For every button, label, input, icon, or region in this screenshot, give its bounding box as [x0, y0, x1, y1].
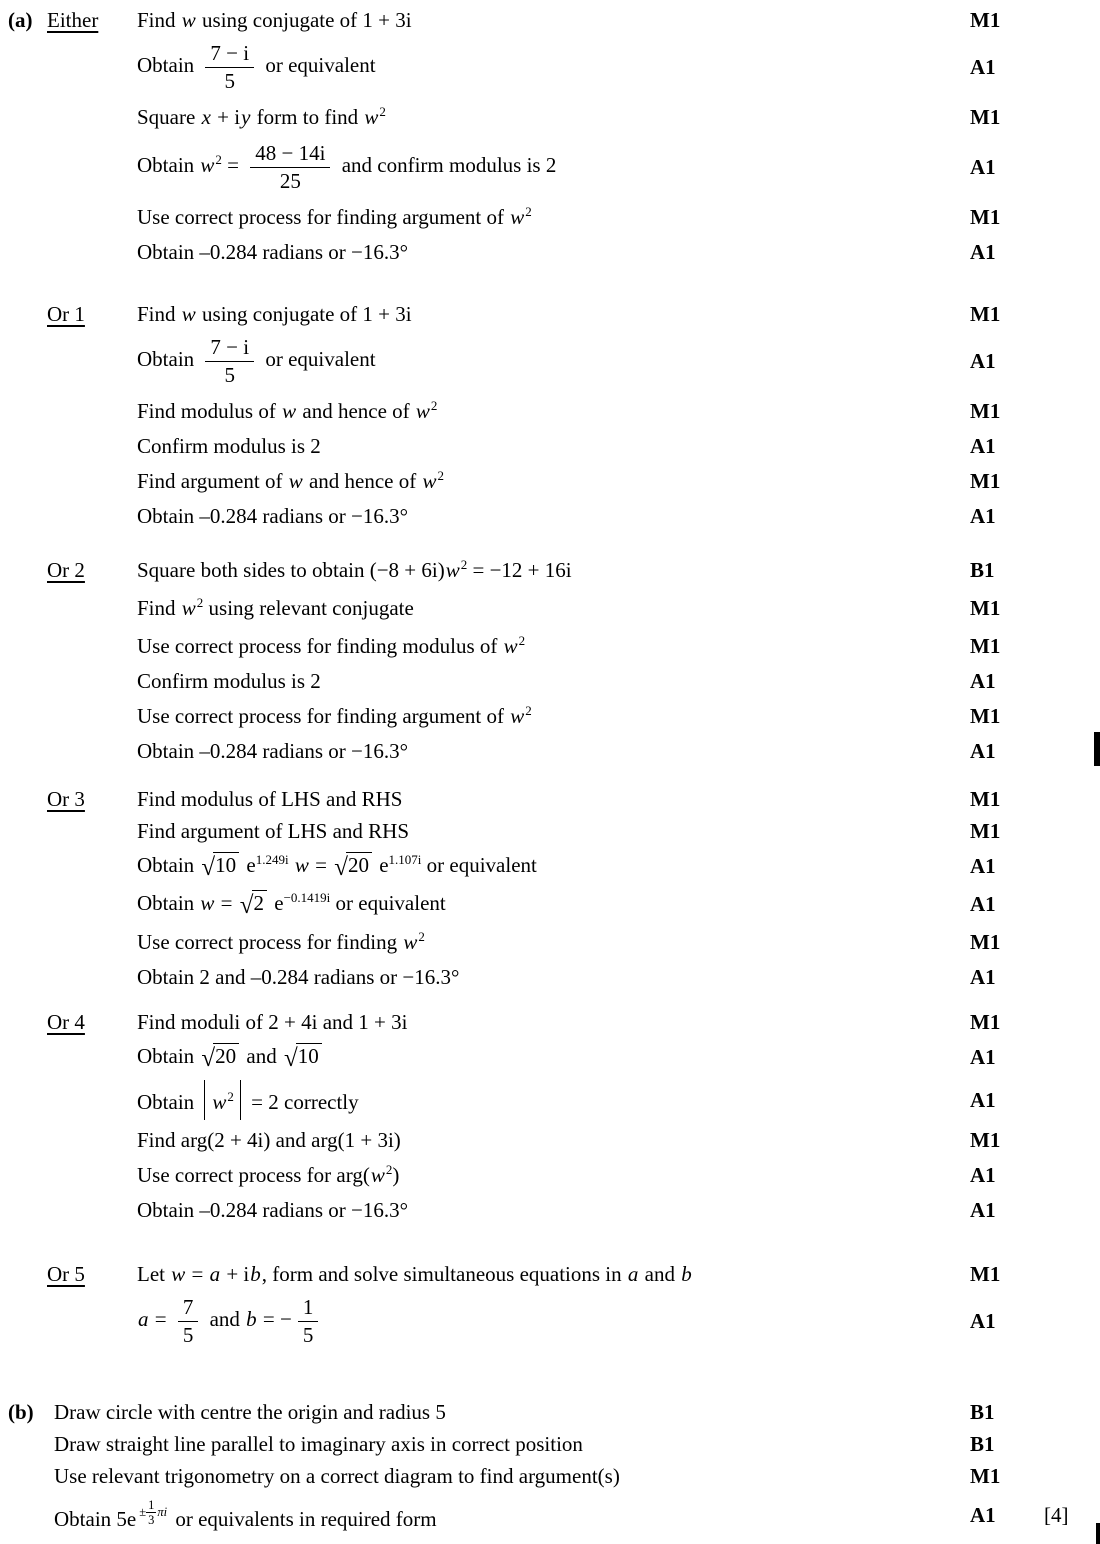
text-run: and confirm modulus is 2 [336, 152, 557, 177]
mark-scheme-row [0, 330, 1100, 392]
radical-sign-icon: √ [201, 854, 216, 881]
mark-label: A1 [970, 503, 996, 528]
superscript: 2 [437, 467, 444, 483]
criterion-text [137, 1198, 970, 1223]
text-run: or equivalent [421, 853, 537, 877]
criterion-text [137, 141, 970, 193]
superscript: 2 [525, 702, 532, 718]
mark-label: M1 [970, 818, 1001, 843]
text-run: Find moduli of 2 + 4i and 1 + 3i [137, 1009, 408, 1034]
mark-label: M1 [970, 929, 1001, 954]
text-run: Find [137, 301, 181, 326]
text-run: Obtain –0.284 radians or −16.3° [137, 1197, 409, 1222]
mark-label: A1 [970, 433, 996, 458]
superscript: 2 [430, 397, 438, 413]
fraction-numerator: 1 [298, 1295, 319, 1322]
text-run: Obtain –0.284 radians or −16.3° [137, 503, 409, 528]
radical-sign-icon: √ [283, 1045, 298, 1072]
section-or-1 [0, 298, 1100, 532]
mark-label: A1 [970, 154, 996, 179]
radicand: 10 [213, 852, 239, 876]
text-run: Find modulus of [137, 398, 282, 423]
mark-scheme-row [0, 98, 1100, 136]
text-run: = −12 + 16i [467, 557, 572, 582]
text-run: Find [137, 595, 181, 620]
criterion-text [137, 739, 970, 764]
mark-scheme-row [0, 1290, 1100, 1352]
radicand: 20 [213, 1043, 239, 1067]
text-run: Use correct process for finding [137, 929, 403, 954]
mark-label: A1 [970, 668, 996, 693]
superscript: −0.1419i [283, 890, 331, 905]
mark-scheme-row [0, 1258, 1100, 1290]
mark-scheme-row [0, 665, 1100, 697]
criterion-text [137, 1080, 970, 1121]
mark-scheme-row [0, 923, 1100, 961]
criterion-text [137, 787, 970, 812]
math-variable: w [181, 301, 196, 326]
math-variable: w [364, 104, 379, 129]
criterion-text [137, 240, 970, 265]
superscript: 2 [379, 103, 386, 119]
math-power [181, 596, 204, 620]
mark-scheme-row [0, 1194, 1100, 1226]
scan-artifact-right-edge-1 [1094, 732, 1100, 766]
criterion-text [54, 1464, 970, 1489]
math-variable: w [288, 468, 303, 493]
radical-sign-icon: √ [201, 1045, 216, 1072]
mark-label: A1 [970, 853, 996, 878]
section-or-4 [0, 1006, 1100, 1226]
text-run: = 2 correctly [245, 1089, 359, 1114]
mark-label: A1 [970, 1162, 996, 1187]
text-run: Find modulus of LHS and RHS [137, 786, 403, 811]
fraction-numerator: 48 − 14i [250, 141, 330, 168]
math-fraction [205, 335, 254, 387]
text-run: ) [392, 1162, 400, 1187]
mark-label: M1 [970, 104, 1001, 129]
criterion-text [54, 1400, 970, 1425]
alternative-label: Or 3 [47, 786, 85, 811]
text-run: Obtain [137, 891, 200, 915]
criterion-text [137, 669, 970, 694]
square-root [284, 1043, 322, 1071]
math-power [370, 1163, 393, 1187]
mark-label: A1 [970, 1087, 996, 1112]
superscript: 2 [525, 203, 532, 219]
mark-label: M1 [970, 1261, 1001, 1286]
math-variable: w [422, 468, 437, 493]
criterion-text [137, 504, 970, 529]
mark-scheme-row [0, 36, 1100, 98]
alternative-label: Or 5 [47, 1261, 85, 1286]
alternative-label: Or 1 [47, 301, 85, 326]
math-fraction [250, 141, 330, 193]
mark-scheme-row [0, 1428, 1100, 1460]
mark-scheme-row [0, 1460, 1100, 1492]
mark-scheme-row [0, 1076, 1100, 1124]
radicand: 20 [346, 852, 372, 876]
mark-scheme-row [0, 1006, 1100, 1038]
text-run: Use correct process for finding argument of [137, 703, 510, 728]
mark-scheme-row [0, 500, 1100, 532]
text-run: and [241, 1044, 282, 1068]
math-variable: w [294, 853, 309, 877]
criterion-text [137, 890, 970, 918]
section-a-either [0, 4, 1100, 268]
mark-label: B1 [970, 1431, 995, 1456]
math-variable: a [627, 1261, 639, 1286]
superscript: 2 [385, 1161, 393, 1177]
mark-scheme-row [0, 236, 1100, 268]
text-run: + i [221, 1261, 250, 1286]
text-run: Let [137, 1261, 171, 1286]
text-run: Draw circle with centre the origin and radius 5 [54, 1399, 446, 1424]
mark-label: M1 [970, 633, 1001, 658]
section-b [0, 1396, 1100, 1538]
alternative-label: Or 4 [47, 1009, 85, 1034]
math-power [421, 469, 444, 493]
math-symbol: e [274, 891, 284, 915]
criterion-text [137, 596, 970, 621]
superscript: 2 [227, 1088, 234, 1104]
math-variable: w [503, 633, 518, 658]
mark-scheme-row [0, 783, 1100, 815]
text-run: Find arg(2 + 4i) and arg(1 + 3i) [137, 1127, 401, 1152]
math-variable: w [181, 595, 196, 620]
math-power [199, 153, 222, 177]
mark-scheme-row [0, 847, 1100, 885]
mark-label: A1 [970, 891, 996, 916]
math-variable: w [370, 1162, 385, 1187]
math-power [509, 704, 532, 728]
text-run: = [221, 152, 245, 177]
text-run: and [639, 1261, 681, 1286]
text-run: or equivalent [260, 346, 376, 371]
text-run: Obtain [137, 1044, 200, 1068]
fraction-numerator: 7 − i [205, 41, 254, 68]
mark-scheme-row [0, 697, 1100, 735]
superscript: 2 [418, 928, 425, 944]
math-variable: w [415, 398, 430, 423]
text-run: Obtain [137, 853, 200, 877]
superscript: 2 [196, 594, 204, 610]
fraction-denominator: 5 [302, 1323, 314, 1347]
section-or-2 [0, 551, 1100, 767]
math-power [415, 399, 438, 423]
math-variable: w [510, 703, 525, 728]
criterion-text [137, 41, 970, 93]
text-run: Obtain [137, 1089, 200, 1114]
superscript: 2 [460, 556, 468, 572]
alternative-label: Either [47, 7, 99, 32]
mark-scheme-row [0, 298, 1100, 330]
math-power [274, 891, 330, 915]
math-variable: a [209, 1261, 221, 1286]
math-power [379, 853, 421, 877]
mark-scheme-row [0, 885, 1100, 923]
criterion-text [54, 1432, 970, 1457]
math-variable: w [510, 204, 525, 229]
fraction-denominator: 3 [148, 1513, 155, 1528]
mark-scheme-row [0, 735, 1100, 767]
mark-label: M1 [970, 595, 1001, 620]
criterion-text [137, 1010, 970, 1035]
criterion-text [137, 469, 970, 494]
mark-label: A1 [970, 1197, 996, 1222]
criterion-text [54, 1499, 970, 1532]
math-variable: b [681, 1261, 692, 1286]
mark-label: A1 [970, 54, 996, 79]
exponent-fraction [139, 1499, 167, 1527]
criterion-text [137, 819, 970, 844]
square-root [334, 852, 372, 880]
section-or-5 [0, 1258, 1100, 1352]
mark-total: [4] [1044, 1502, 1069, 1527]
text-run: or equivalent [330, 891, 446, 915]
text-run: Obtain [137, 52, 200, 77]
text-run: Obtain 2 and –0.284 radians or −16.3° [137, 964, 460, 989]
mark-label: M1 [970, 1009, 1001, 1034]
fraction-denominator: 5 [224, 363, 235, 387]
fraction-numerator: 7 − i [205, 335, 254, 362]
mark-label: M1 [970, 1127, 1001, 1152]
text-run: Use relevant trigonometry on a correct diagram to find argument(s) [54, 1463, 620, 1488]
square-root [240, 890, 267, 918]
text-run: = [309, 853, 333, 877]
criterion-text [137, 399, 970, 424]
superscript: 2 [518, 632, 526, 648]
criterion-text [137, 434, 970, 459]
text-run: Obtain 5e [54, 1506, 137, 1531]
alternative-label: Or 2 [47, 557, 85, 582]
criterion-text [137, 634, 970, 659]
math-symbol: πi [157, 1505, 168, 1520]
radical-sign-icon: √ [239, 892, 254, 919]
mark-label: M1 [970, 7, 1001, 32]
criterion-text [137, 965, 970, 990]
text-run: using relevant conjugate [203, 595, 414, 620]
text-run: using conjugate of 1 + 3i [196, 7, 412, 32]
mark-label: A1 [970, 239, 996, 264]
math-power [503, 634, 526, 658]
math-variable: w [282, 398, 297, 423]
text-run: or equivalent [260, 52, 376, 77]
text-run: and hence of [303, 468, 422, 493]
mark-scheme-row [0, 1124, 1100, 1156]
mark-label: B1 [970, 557, 995, 582]
mark-label: A1 [970, 1502, 996, 1527]
text-run: Confirm modulus is 2 [137, 668, 321, 693]
text-run: Use correct process for finding modulus of [137, 633, 503, 658]
superscript: 2 [215, 151, 222, 167]
text-run: = [149, 1306, 172, 1331]
radicand: 2 [252, 890, 268, 914]
text-run: , form and solve simultaneous equations in [261, 1261, 627, 1286]
mark-scheme-row [0, 462, 1100, 500]
part-label: (a) [8, 7, 33, 32]
text-run: Obtain –0.284 radians or −16.3° [137, 239, 409, 264]
math-power [509, 205, 532, 229]
math-symbol: e [379, 853, 389, 877]
fraction-numerator: 7 [178, 1295, 199, 1322]
math-variable: w [200, 152, 215, 177]
math-fraction [205, 41, 254, 93]
mark-label: M1 [970, 786, 1001, 811]
criterion-text [137, 1262, 970, 1287]
math-variable: w [403, 929, 418, 954]
mark-label: A1 [970, 348, 996, 373]
fraction-denominator: 5 [224, 69, 235, 93]
criterion-text [137, 852, 970, 880]
text-run: Obtain [137, 346, 200, 371]
criterion-text [137, 930, 970, 955]
math-variable: a [138, 1306, 149, 1331]
mark-scheme-row [0, 392, 1100, 430]
radical-sign-icon: √ [334, 854, 348, 881]
math-fraction [178, 1295, 199, 1347]
math-variable: w [200, 891, 215, 915]
mark-label: A1 [970, 964, 996, 989]
text-run: Square both sides to obtain (−8 + 6i) [137, 557, 445, 582]
text-run: = [215, 891, 238, 915]
mark-scheme-row [0, 4, 1100, 36]
math-power [246, 853, 288, 877]
criterion-text [137, 8, 970, 33]
math-power [402, 930, 425, 954]
mark-label: A1 [970, 1308, 996, 1333]
criterion-text [137, 704, 970, 729]
text-run: and hence of [297, 398, 415, 423]
mark-scheme-row [0, 815, 1100, 847]
fraction-denominator: 25 [279, 169, 301, 193]
criterion-text [137, 335, 970, 387]
criterion-text [137, 302, 970, 327]
criterion-text [137, 1163, 970, 1188]
mark-scheme-row [0, 1492, 1100, 1538]
text-run: Use correct process for arg( [137, 1162, 370, 1187]
absolute-value [204, 1080, 241, 1121]
text-run: form to find [251, 104, 364, 129]
math-variable: w [171, 1261, 186, 1286]
text-run: Confirm modulus is 2 [137, 433, 321, 458]
superscript: 1.107i [388, 852, 422, 867]
text-run: or equivalents in required form [170, 1506, 437, 1531]
text-run: Draw straight line parallel to imaginary axis in correct position [54, 1431, 583, 1456]
text-run: Find argument of [137, 468, 288, 493]
criterion-text [137, 1128, 970, 1153]
criterion-text [137, 105, 970, 130]
square-root [201, 1043, 239, 1071]
fraction-numerator: 1 [148, 1497, 155, 1512]
text-run: + i [211, 104, 241, 129]
criterion-text [137, 205, 970, 230]
mark-scheme-row [0, 1156, 1100, 1194]
criterion-text [137, 558, 970, 583]
text-run: and [204, 1306, 246, 1331]
square-root [201, 852, 239, 880]
math-variable: w [181, 7, 196, 32]
math-variable: y [241, 104, 251, 129]
mark-scheme-row [0, 961, 1100, 993]
mark-label: A1 [970, 738, 996, 763]
math-power [363, 105, 386, 129]
mark-scheme-row [0, 136, 1100, 198]
criterion-text [137, 1295, 970, 1347]
math-fraction [146, 1499, 156, 1527]
math-variable: w [212, 1089, 227, 1114]
fraction-denominator: 5 [182, 1323, 194, 1347]
superscript: 1.249i [255, 852, 289, 867]
text-run: Obtain –0.284 radians or −16.3° [137, 738, 409, 763]
part-label: (b) [8, 1399, 34, 1424]
mark-scheme-row [0, 551, 1100, 589]
math-variable: x [201, 104, 211, 129]
text-run: Square [137, 104, 201, 129]
text-run: Find [137, 7, 181, 32]
plus-minus-sign: ± [139, 1505, 147, 1520]
mark-label: M1 [970, 1463, 1001, 1488]
criterion-text [137, 1043, 970, 1071]
math-variable: w [445, 557, 460, 582]
mark-scheme-row [0, 198, 1100, 236]
mark-label: B1 [970, 1399, 995, 1424]
mark-label: A1 [970, 1044, 996, 1069]
radicand: 10 [296, 1043, 322, 1067]
mark-scheme-row [0, 1396, 1100, 1428]
mark-scheme-row [0, 627, 1100, 665]
text-run: Find argument of LHS and RHS [137, 818, 410, 843]
mark-label: M1 [970, 468, 1001, 493]
text-run: Use correct process for finding argument of [137, 204, 510, 229]
section-or-3 [0, 783, 1100, 993]
mark-label: M1 [970, 301, 1001, 326]
mark-label: M1 [970, 703, 1001, 728]
mark-scheme-row [0, 589, 1100, 627]
mark-scheme-row [0, 1038, 1100, 1076]
mark-label: M1 [970, 204, 1001, 229]
text-run: Obtain [137, 152, 200, 177]
math-symbol: e [246, 853, 256, 877]
math-variable: b [250, 1261, 261, 1286]
math-fraction [298, 1295, 319, 1347]
scan-artifact-right-edge-2 [1096, 1523, 1100, 1544]
text-run: = [186, 1261, 209, 1286]
math-power [445, 558, 468, 582]
text-run: = − [257, 1306, 292, 1331]
mark-scheme-row [0, 430, 1100, 462]
mark-label: M1 [970, 398, 1001, 423]
text-run: using conjugate of 1 + 3i [196, 301, 412, 326]
math-variable: b [246, 1306, 257, 1331]
